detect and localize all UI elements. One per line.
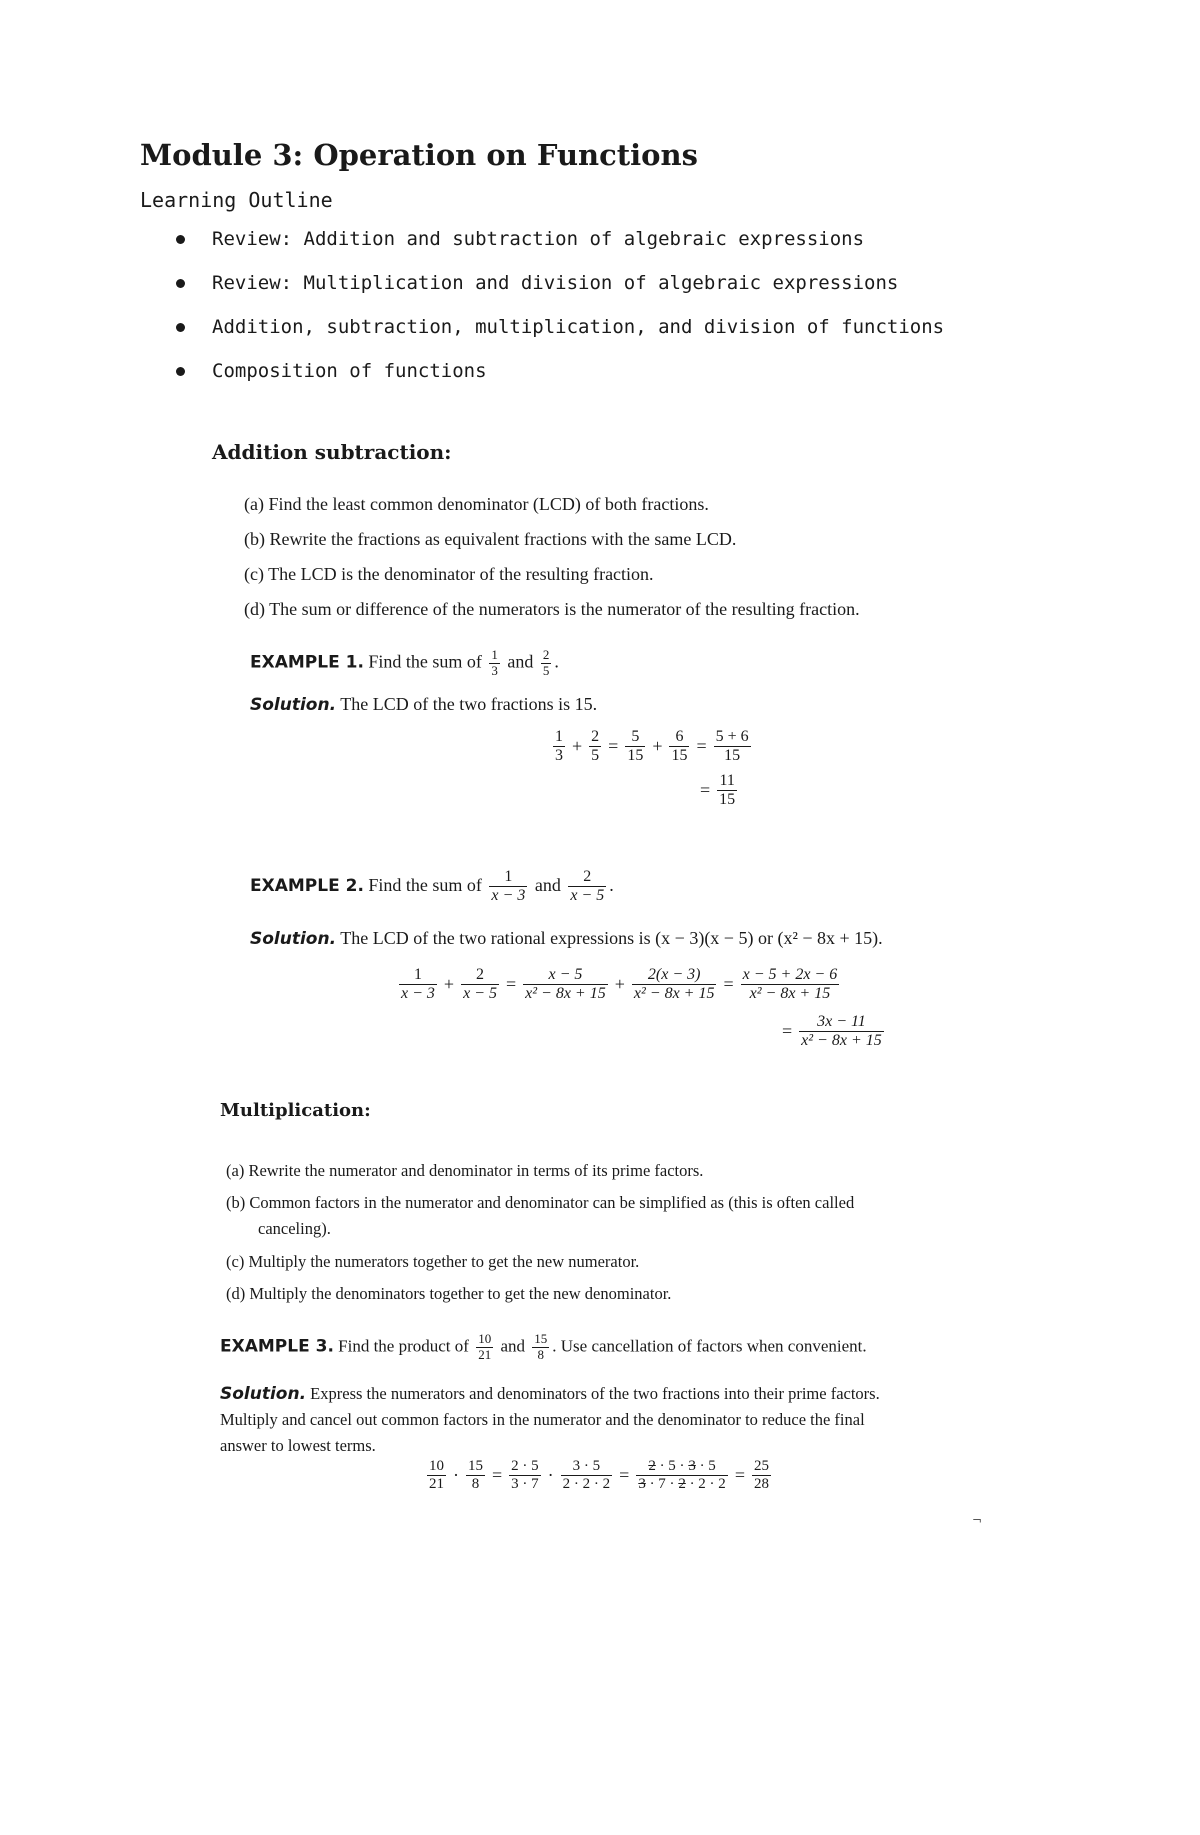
fraction: $\frac{1}{x - 3}$ <box>491 868 526 905</box>
addition-step: (c) The LCD is the denominator of the resulting fraction. <box>244 564 654 584</box>
example-3-equation: $\frac{10}{21}$ · $\frac{15}{8}$ = $\frac{2 \cdot 5}{3 \cdot 7}$ · $\frac{3 \cdot 5}{2 \cdot 2 \cdot 2}$ = $\frac{2 \cdot 5 \cdot 3 \cdot 5}{3 \cdot 7 \cdot 2 \cdot 2 \cdot 2}$ = $\frac{25}{28}$ <box>429 1458 769 1493</box>
addition-step: (a) Find the least common denominator (LCD) of both fractions. <box>244 494 709 514</box>
solution-label: Solution. <box>220 1384 307 1404</box>
fraction: $\frac{2}{x - 5}$ <box>570 868 605 905</box>
example-2-solution: Solution. The LCD of the two rational expressions is (x − 3)(x − 5) or (x² − 8x + 15). <box>250 928 883 949</box>
example-1-result: = $\frac{11}{15}$ <box>700 772 736 809</box>
example-1-statement: EXAMPLE 1. Find the sum of $\frac{1}{3}$ and $\frac{2}{5}$ . <box>250 647 559 678</box>
example-2-result: = $\frac{3x - 11}{\text{x² − 8x + 15}}$ <box>782 1013 882 1050</box>
bullet-icon <box>176 367 185 376</box>
multiplication-step: (c) Multiply the numerators together to get the new numerator. <box>226 1252 640 1271</box>
fraction: $\frac{10}{21}$ <box>478 1331 492 1362</box>
solution-label: Solution. <box>250 929 337 949</box>
example-2-statement: EXAMPLE 2. Find the sum of $\frac{1}{x - 3}$ and $\frac{2}{x - 5}$ . <box>250 868 614 905</box>
addition-step: (d) The sum or difference of the numerators is the numerator of the resulting fraction. <box>244 599 860 619</box>
bullet-icon <box>176 235 185 244</box>
list-item: Review: Multiplication and division of algebraic expressions <box>176 272 944 316</box>
list-item: Review: Addition and subtraction of algebraic expressions <box>176 228 944 272</box>
addition-step: (b) Rewrite the fractions as equivalent fractions with the same LCD. <box>244 529 737 549</box>
list-item: Composition of functions <box>176 360 944 404</box>
example-3-solution: Solution. Express the numerators and denominators of the two fractions into their prime factors. <box>220 1384 880 1404</box>
outline-heading: Learning Outline <box>140 188 333 212</box>
bullet-icon <box>176 279 185 288</box>
multiplication-step: (b) Common factors in the numerator and denominator can be simplified as (this is often called <box>226 1193 855 1212</box>
multiplication-step: (a) Rewrite the numerator and denominator in terms of its prime factors. <box>226 1161 704 1180</box>
example-3-solution-line: Multiply and cancel out common factors in the numerator and the denominator to reduce the final <box>220 1410 865 1429</box>
example-1-equation: $\frac{1}{3}$ + $\frac{2}{5}$ = $\frac{5}{15}$ + $\frac{6}{15}$ = $\frac{5 + 6}{15}$ <box>555 728 749 765</box>
example-label: EXAMPLE 3. <box>220 1336 334 1357</box>
multiplication-step: canceling). <box>258 1219 331 1238</box>
multiplication-heading: Multiplication: <box>220 1100 371 1121</box>
outline-list <box>176 228 944 404</box>
fraction: $\frac{15}{8}$ <box>534 1331 548 1362</box>
example-3-statement: EXAMPLE 3. Find the product of $\frac{10}{21}$ and $\frac{15}{8}$ . Use cancellation of factors when convenient. <box>220 1331 867 1362</box>
fraction: $\frac{2}{5}$ <box>542 647 550 678</box>
example-3-solution-line: answer to lowest terms. <box>220 1436 376 1455</box>
page-title: Module 3: Operation on Functions <box>140 138 698 172</box>
addition-heading: Addition subtraction: <box>212 440 452 464</box>
solution-label: Solution. <box>250 695 337 715</box>
example-2-equation: $\frac{1}{x - 3}$ + $\frac{2}{x - 5}$ = $\frac{x - 5}{\text{x² − 8x + 15}}$ + $\frac{2(x - 3)}{\text{x² − 8x + 15}}$ = $\frac{x - 5 + 2x - 6}{\text{x² − 8x + 15}}$ <box>401 966 838 1003</box>
bullet-icon <box>176 323 185 332</box>
example-label: EXAMPLE 1. <box>250 652 364 673</box>
fraction: $\frac{1}{3}$ <box>491 647 498 678</box>
example-1-solution: Solution. The LCD of the two fractions is 15. <box>250 694 598 715</box>
list-item: Addition, subtraction, multiplication, and division of functions <box>176 316 944 360</box>
multiplication-step: (d) Multiply the denominators together to get the new denominator. <box>226 1284 672 1303</box>
example-label: EXAMPLE 2. <box>250 876 364 897</box>
page-mark: ¬ <box>972 1513 983 1527</box>
